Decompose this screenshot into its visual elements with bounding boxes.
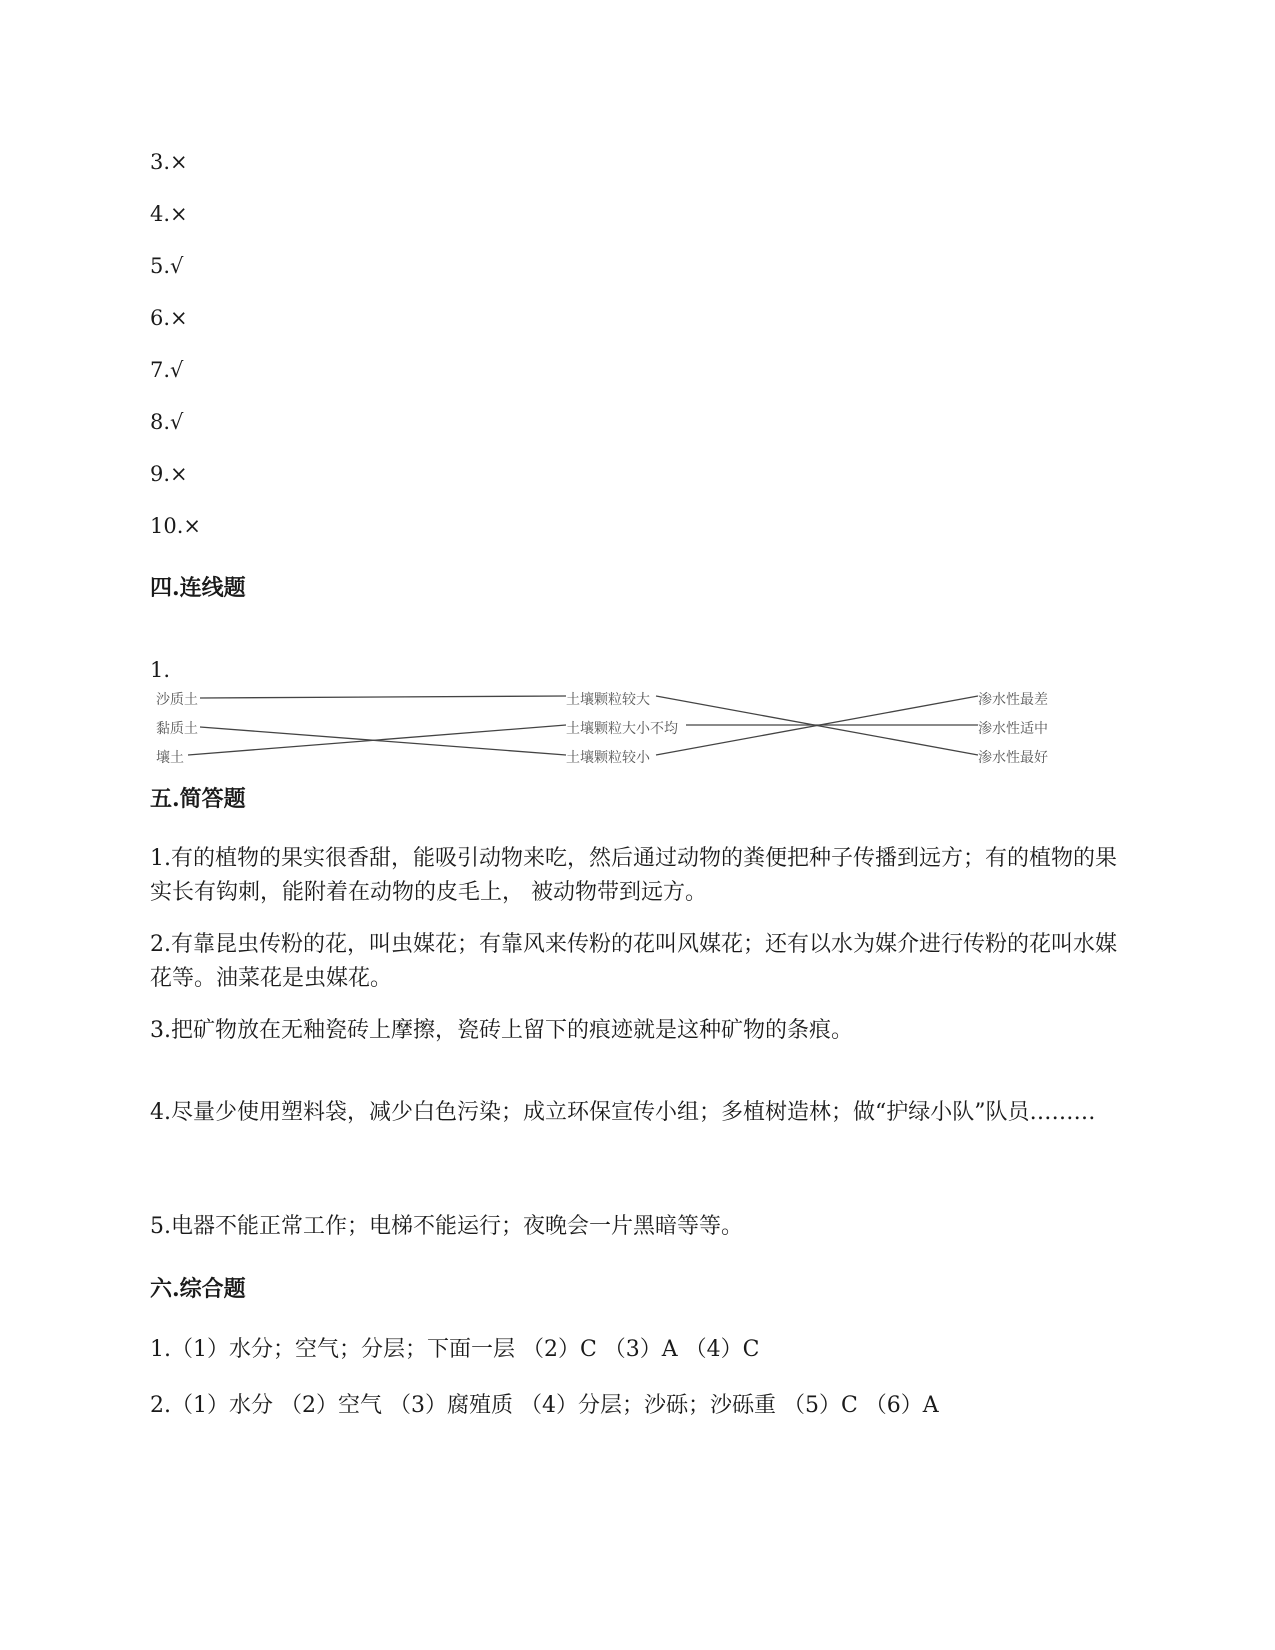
tf-answer-9: 9.× bbox=[150, 462, 188, 486]
tf-answer-7: 7.√ bbox=[150, 358, 184, 382]
tf-answer-8: 8.√ bbox=[150, 410, 184, 434]
tf-answer-6: 6.× bbox=[150, 306, 188, 330]
soil-type-loam: 壤土 bbox=[156, 750, 184, 766]
link-clay-small bbox=[200, 727, 566, 755]
tf-answer-10: 10.× bbox=[150, 514, 201, 538]
soil-type-sandy: 沙质土 bbox=[156, 692, 198, 708]
short-answer-1: 1.有的植物的果实很香甜，能吸引动物来吃，然后通过动物的粪便把种子传播到远方；有的植物的果实长有钩刺，能附着在动物的皮毛上， 被动物带到远方。 bbox=[150, 846, 1117, 905]
tf-answer-4: 4.× bbox=[150, 202, 188, 226]
soil-type-clay: 黏质土 bbox=[156, 721, 198, 737]
section-heading-matching: 四.连线题 bbox=[150, 575, 246, 601]
particle-large: 土壤颗粒较大 bbox=[566, 692, 650, 708]
permeability-medium: 渗水性适中 bbox=[978, 721, 1048, 737]
matching-item-number: 1. bbox=[150, 658, 171, 682]
permeability-best: 渗水性最好 bbox=[978, 750, 1048, 766]
short-answer-2: 2.有靠昆虫传粉的花，叫虫媒花；有靠风来传粉的花叫风媒花；还有以水为媒介进行传粉的花叫水媒花等。油菜花是虫媒花。 bbox=[150, 932, 1117, 991]
link-sandy-large bbox=[200, 696, 566, 698]
comprehensive-answer-1: 1.（1）水分；空气；分层；下面一层 （2）C （3）A （4）C bbox=[150, 1337, 760, 1362]
tf-answer-5: 5.√ bbox=[150, 254, 184, 278]
section-heading-comprehensive: 六.综合题 bbox=[150, 1276, 246, 1302]
particle-mixed: 土壤颗粒大小不均 bbox=[566, 721, 678, 737]
comprehensive-answer-2: 2.（1）水分 （2）空气 （3）腐殖质 （4）分层；沙砾；沙砾重 （5）C （6）A bbox=[150, 1393, 939, 1418]
short-answer-5: 5.电器不能正常工作；电梯不能运行；夜晚会一片黑暗等等。 bbox=[150, 1214, 743, 1239]
matching-diagram bbox=[150, 688, 1110, 788]
section-heading-short-answer: 五.简答题 bbox=[150, 786, 246, 812]
short-answer-3: 3.把矿物放在无釉瓷砖上摩擦，瓷砖上留下的痕迹就是这种矿物的条痕。 bbox=[150, 1018, 853, 1043]
particle-small: 土壤颗粒较小 bbox=[566, 750, 650, 766]
short-answer-4: 4.尽量少使用塑料袋，减少白色污染；成立环保宣传小组；多植树造林；做“护绿小队”队员……… bbox=[150, 1100, 1096, 1125]
tf-answer-3: 3.× bbox=[150, 150, 188, 174]
permeability-worst: 渗水性最差 bbox=[978, 692, 1048, 708]
